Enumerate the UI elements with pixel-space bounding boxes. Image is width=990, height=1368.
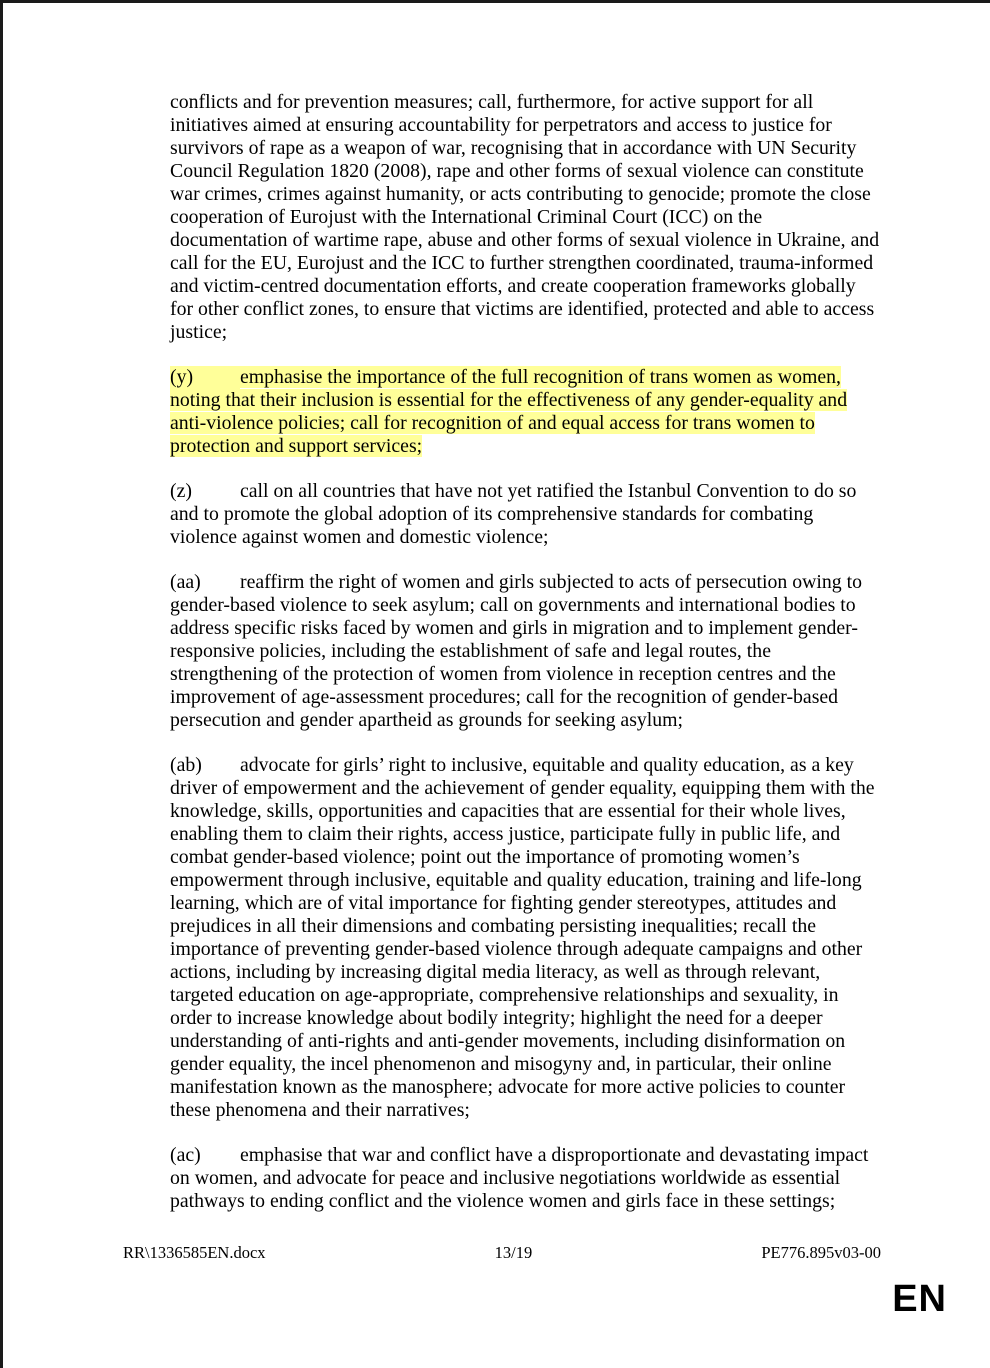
paragraph-text: advocate for girls’ right to inclusive, equitable and quality education, as a key driver of empowerment and the achievement of gender equality, equipping them with the knowledge, skills, opportunities and capacities that are essential for their whole lives, enabling them to claim their rights, access justice, participate fully in public life, and combat gender-based violence; point out the importance of promoting women’s empowerment through inclusive, equitable and quality education, training and life-long learning, which are of vital importance for fighting gender stereotypes, attitudes and prejudices in all their dimensions and combating persisting inequalities; recall the importance of preventing gender-based violence through adequate campaigns and other actions, including by increasing digital media literacy, as well as through relevant, targeted education on age-appropriate, comprehensive relationships and sexuality, in order to increase knowledge about bodily integrity; highlight the need for a deeper understanding of anti-rights and anti-gender movements, including disinformation on gender equality, the incel phenomenon and misogyny and, in particular, their online manifestation known as the manosphere; advocate for more active policies to counter these phenomena and their narratives;	[170, 754, 875, 1121]
paragraph-text: call on all countries that have not yet ratified the Istanbul Convention to do so and to promote the global adoption of its comprehensive standards for combating violence against women and domestic violence;	[170, 480, 857, 548]
paragraph-label: (y)	[170, 366, 240, 389]
document-body	[170, 91, 882, 1213]
paragraph-text: reaffirm the right of women and girls subjected to acts of persecution owing to gender-based violence to seek asylum; call on governments and international bodies to address specific risks faced by women and girls in migration and to implement gender-responsive policies, including the establishment of safe and legal routes, the strengthening of the protection of women from violence in reception centres and the improvement of age-assessment procedures; call for the recognition of gender-based persecution and gender apartheid as grounds for seeking asylum;	[170, 571, 863, 731]
paragraph-label: (z)	[170, 480, 192, 502]
footer-reference: PE776.895v03-00	[761, 1243, 881, 1262]
language-marker: EN	[892, 1278, 947, 1320]
paragraph-ac	[170, 1144, 882, 1213]
paragraph-label: (ab)	[170, 754, 202, 776]
paragraph-ab	[170, 754, 882, 1122]
page-footer	[123, 1243, 881, 1263]
footer-file-name: RR\1336585EN.docx	[123, 1243, 266, 1262]
paragraph-label: (aa)	[170, 571, 201, 593]
paragraph-y-highlighted	[170, 366, 882, 458]
paragraph-text: conflicts and for prevention measures; call, furthermore, for active support for all initiatives aimed at ensuring accountability for perpetrators and access to justice for survivors of rape as a weapon of war, recognising that in accordance with UN Security Council Regulation 1820 (2008), rape and other forms of sexual violence can constitute war crimes, crimes against humanity, or acts contributing to genocide; promote the close cooperation of Eurojust with the International Criminal Court (ICC) on the documentation of wartime rape, abuse and other forms of sexual violence in Ukraine, and call for the EU, Eurojust and the ICC to further strengthen coordinated, trauma-informed and victim-centred documentation efforts, and create cooperation frameworks globally for other conflict zones, to ensure that victims are identified, protected and able to access justice;	[170, 91, 880, 343]
paragraph-text: emphasise that war and conflict have a disproportionate and devastating impact on women, and advocate for peace and inclusive negotiations worldwide as essential pathways to ending conflict and the violence women and girls face in these settings;	[170, 1144, 869, 1212]
paragraph-aa	[170, 571, 882, 732]
paragraph-label: (ac)	[170, 1144, 201, 1166]
paragraph-text-highlighted: emphasise the importance of the full recognition of trans women as women, noting that their inclusion is essential for the effectiveness of any gender-equality and anti-violence policies; call for recognition of and equal access for trans women to protection and support services;	[170, 366, 848, 457]
paragraph-continuation	[170, 91, 882, 344]
footer-page-number: 13/19	[494, 1243, 533, 1262]
paragraph-z	[170, 480, 882, 549]
